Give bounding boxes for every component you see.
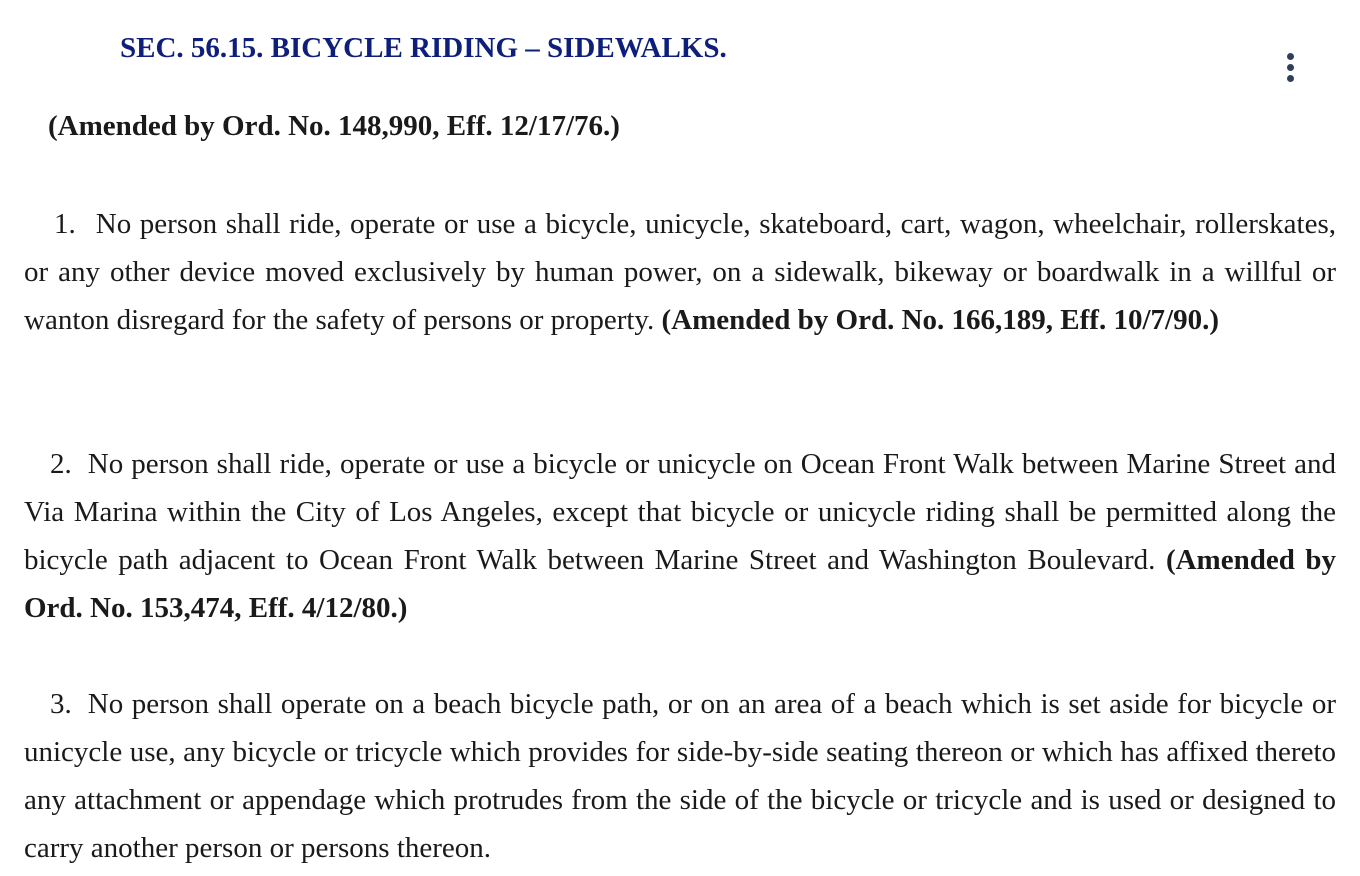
paragraph-amendment: (Amended by Ord. No. 166,189, Eff. 10/7/90.) xyxy=(661,304,1219,336)
paragraph-3 xyxy=(24,680,1336,872)
paragraph-text: No person shall ride, operate or use a bicycle or unicycle on Ocean Front Walk between Marine Street and Via Marina within the City of Los Angeles, except that bicycle or unicycle riding shall be permitted along the bicycle path adjacent to Ocean Front Walk between Marine Street and Washington Boulevard. xyxy=(24,448,1336,576)
paragraph-number: 1. xyxy=(54,208,76,240)
more-vertical-icon xyxy=(1287,53,1294,60)
paragraph-1 xyxy=(24,200,1336,344)
section-amendment-note: (Amended by Ord. No. 148,990, Eff. 12/17/76.) xyxy=(48,110,620,142)
paragraph-text: No person shall ride, operate or use a bicycle, unicycle, skateboard, cart, wagon, wheelchair, rollerskates, or any other device moved exclusively by human power, on a sidewalk, bikeway or boardwalk in a willful or wanton disregard for the safety of persons or property. xyxy=(24,208,1336,336)
more-vertical-icon-dot xyxy=(1287,75,1294,82)
more-options-button[interactable] xyxy=(1276,50,1304,84)
section-title: SEC. 56.15. BICYCLE RIDING – SIDEWALKS. xyxy=(120,32,727,64)
paragraph-number: 3. xyxy=(50,688,72,720)
paragraph-text: No person shall operate on a beach bicycle path, or on an area of a beach which is set aside for bicycle or unicycle use, any bicycle or tricycle which provides for side-by-side seating thereon or which has affixed thereto any attachment or appendage which protrudes from the side of the bicycle or tricycle and is used or designed to carry another person or persons thereon. xyxy=(24,688,1336,864)
more-vertical-icon-dot xyxy=(1287,64,1294,71)
paragraph-2 xyxy=(24,440,1336,632)
paragraph-number: 2. xyxy=(50,448,72,480)
paragraph-amendment: (Amended by Ord. No. 153,474, Eff. 4/12/80.) xyxy=(24,544,1337,624)
